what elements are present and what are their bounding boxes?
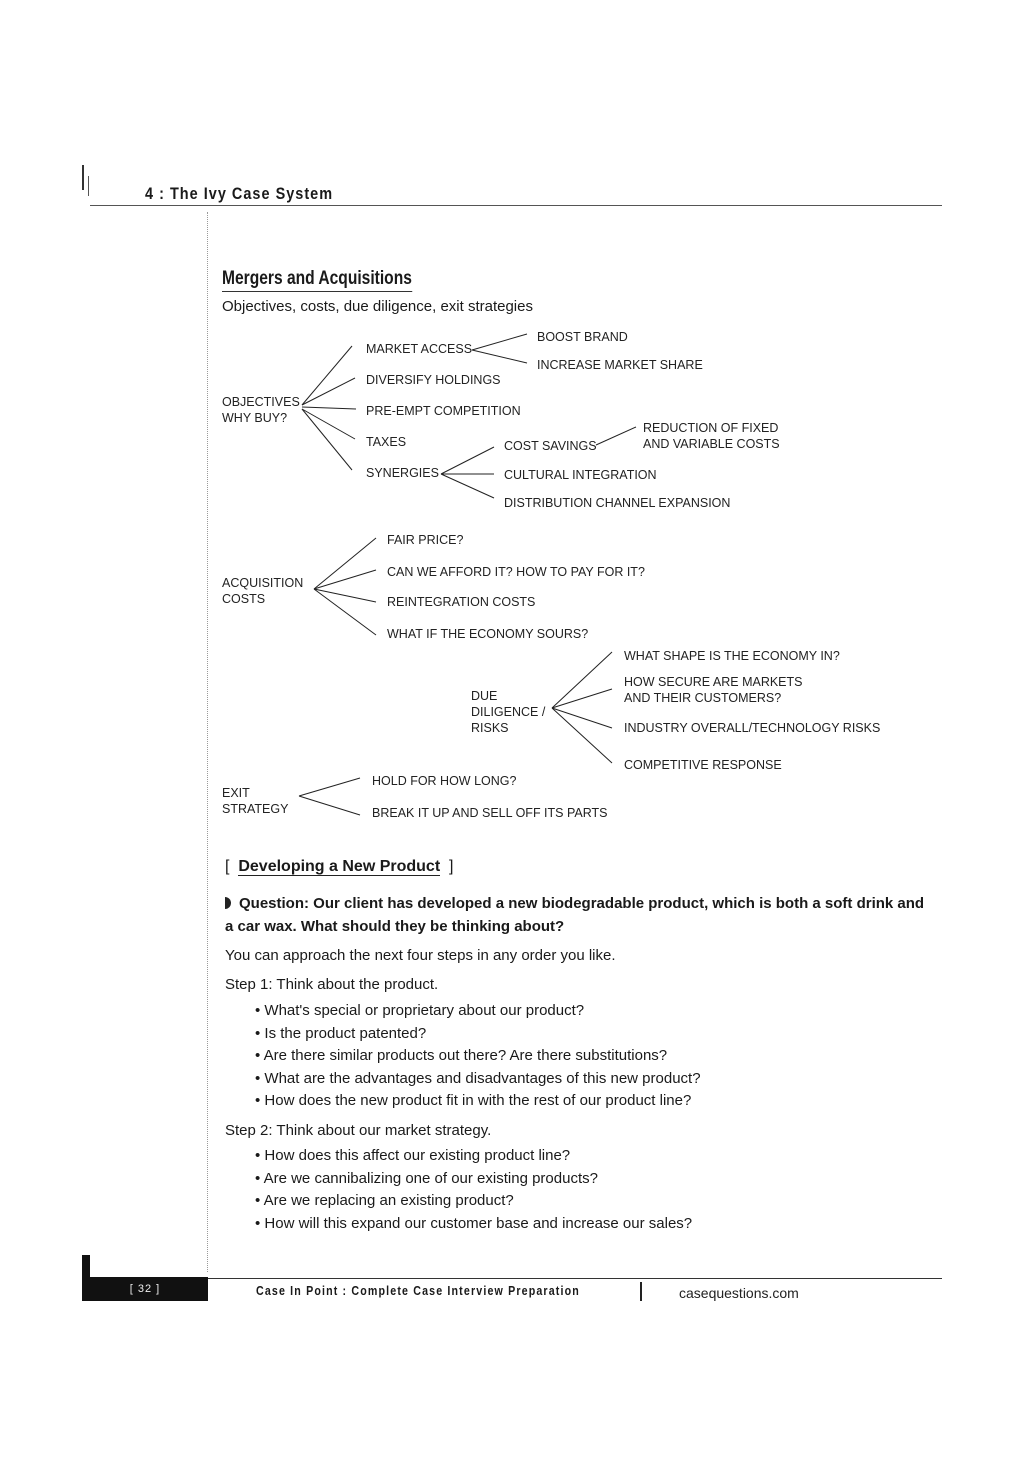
- objectives-root-line-2: WHY BUY?: [222, 411, 288, 425]
- chapter-header: 4 : The Ivy Case System: [145, 184, 334, 203]
- section-subtitle: Objectives, costs, due diligence, exit strategies: [222, 298, 533, 315]
- objectives-root-line-1: OBJECTIVES: [222, 395, 300, 409]
- footer-separator: [640, 1282, 642, 1301]
- diligence-root-line-3: RISKS: [471, 721, 509, 735]
- list-item: • Is the product patented?: [255, 1023, 701, 1046]
- footer-margin-bar: [82, 1255, 90, 1279]
- node-market-access: MARKET ACCESS: [366, 342, 473, 356]
- footer-book-title: Case In Point : Complete Case Interview Preparation: [256, 1283, 580, 1298]
- new-product-heading: [225, 858, 454, 876]
- step-2-title: Step 2: Think about our market strategy.: [225, 1122, 492, 1139]
- node-preempt-competition: PRE-EMPT COMPETITION: [366, 404, 521, 418]
- objectives-root: [222, 394, 300, 426]
- steps-intro: You can approach the next four steps in any order you like.: [225, 947, 616, 964]
- footer-website: casequestions.com: [679, 1285, 799, 1301]
- exit-root-line-1: EXIT: [222, 786, 250, 800]
- step-2-list: [255, 1145, 692, 1235]
- list-item: • Are we replacing an existing product?: [255, 1190, 692, 1213]
- section-title: Mergers and Acquisitions: [222, 268, 412, 292]
- node-taxes: TAXES: [366, 435, 407, 449]
- exit-strategy-root: [222, 785, 288, 817]
- node-afford: CAN WE AFFORD IT? HOW TO PAY FOR IT?: [387, 565, 645, 579]
- diligence-root-line-2: DILIGENCE /: [471, 705, 546, 719]
- new-product-heading-text: Developing a New Product: [238, 858, 441, 875]
- question-marker-icon: [225, 897, 231, 909]
- case-question: [225, 892, 935, 938]
- list-item: • What are the advantages and disadvantages of this new product?: [255, 1068, 701, 1091]
- acquisition-costs-root: [222, 575, 303, 607]
- node-synergies: SYNERGIES: [366, 466, 439, 480]
- node-hold-how-long: HOLD FOR HOW LONG?: [372, 774, 517, 788]
- node-reintegration-costs: REINTEGRATION COSTS: [387, 595, 536, 609]
- step-1-list: [255, 1000, 701, 1113]
- page-number: [ 32 ]: [82, 1277, 208, 1301]
- costs-root-line-1: ACQUISITION: [222, 576, 304, 590]
- list-item: • How does this affect our existing product line?: [255, 1145, 692, 1168]
- case-question-text: Question: Our client has developed a new biodegradable product, which is both a soft drink and a car wax. What should they be thinking about?: [225, 895, 925, 935]
- bracket-close: ]: [449, 858, 454, 875]
- node-secure-line-1: HOW SECURE ARE MARKETS: [624, 675, 803, 689]
- list-item: • What's special or proprietary about our product?: [255, 1000, 701, 1023]
- node-economy-sours: WHAT IF THE ECONOMY SOURS?: [387, 627, 589, 641]
- node-distribution-expansion: DISTRIBUTION CHANNEL EXPANSION: [504, 496, 731, 510]
- node-competitive-response: COMPETITIVE RESPONSE: [624, 758, 782, 772]
- node-boost-brand: BOOST BRAND: [537, 330, 628, 344]
- node-cost-savings: COST SAVINGS: [504, 439, 597, 453]
- node-reduction-costs: [643, 420, 780, 452]
- list-item: • Are there similar products out there? Are there substitutions?: [255, 1045, 701, 1068]
- diligence-root-line-1: DUE: [471, 689, 498, 703]
- costs-root-line-2: COSTS: [222, 592, 266, 606]
- node-reduction-line-2: AND VARIABLE COSTS: [643, 437, 780, 451]
- node-industry-risks: INDUSTRY OVERALL/TECHNOLOGY RISKS: [624, 721, 881, 735]
- node-break-up: BREAK IT UP AND SELL OFF ITS PARTS: [372, 806, 608, 820]
- step-1-title: Step 1: Think about the product.: [225, 976, 439, 993]
- node-secure-markets: [624, 674, 803, 706]
- bracket-open: [: [225, 858, 230, 875]
- node-fair-price: FAIR PRICE?: [387, 533, 464, 547]
- node-increase-market-share: INCREASE MARKET SHARE: [537, 358, 703, 372]
- node-reduction-line-1: REDUCTION OF FIXED: [643, 421, 779, 435]
- node-cultural-integration: CULTURAL INTEGRATION: [504, 468, 657, 482]
- node-economy-shape: WHAT SHAPE IS THE ECONOMY IN?: [624, 649, 840, 663]
- footer-rule: [208, 1278, 942, 1279]
- list-item: • How does the new product fit in with the rest of our product line?: [255, 1090, 701, 1113]
- list-item: • Are we cannibalizing one of our existing products?: [255, 1168, 692, 1191]
- node-secure-line-2: AND THEIR CUSTOMERS?: [624, 691, 782, 705]
- due-diligence-root: [471, 688, 545, 736]
- node-diversify-holdings: DIVERSIFY HOLDINGS: [366, 373, 501, 387]
- list-item: • How will this expand our customer base and increase our sales?: [255, 1213, 692, 1236]
- exit-root-line-2: STRATEGY: [222, 802, 289, 816]
